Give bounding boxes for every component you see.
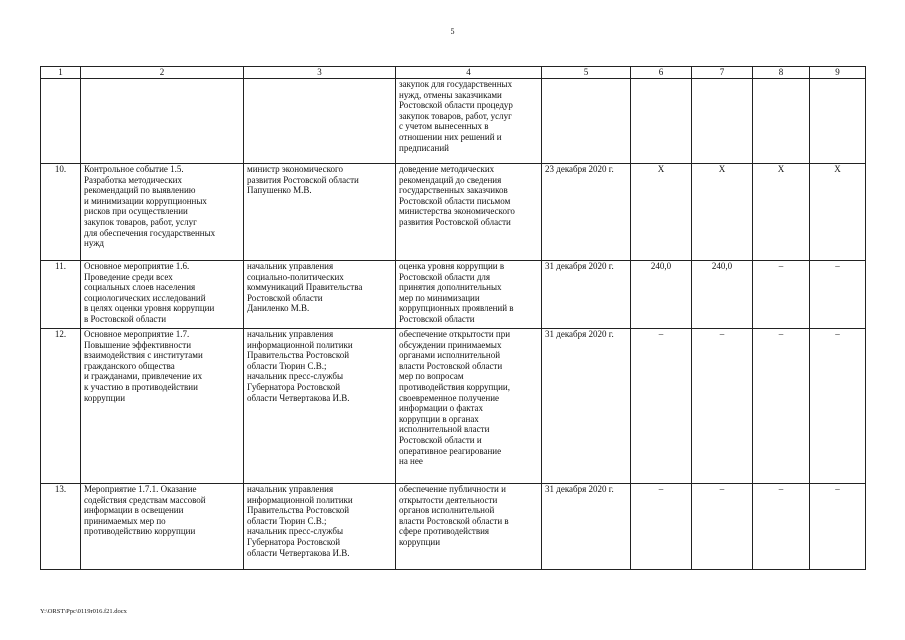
column-header: 7 (692, 67, 753, 79)
value-cell: – (631, 329, 692, 484)
column-header: 9 (810, 67, 866, 79)
value-cell: – (810, 261, 866, 329)
value-cell: X (631, 164, 692, 261)
value-cell (810, 79, 866, 164)
column-header: 6 (631, 67, 692, 79)
result-cell: оценка уровня коррупции в Ростовской области для принятия дополнительных мер по минимизации коррупционных проявлений в Ростовской области (396, 261, 542, 329)
responsible-cell: начальник управления информационной политики Правительства Ростовской области Тюрин С.В.; начальник пресс-службы Губернатора Ростовской области Четвертакова И.В. (244, 329, 396, 484)
deadline-cell: 31 декабря 2020 г. (542, 261, 631, 329)
responsible-cell: начальник управления социально-политических коммуникаций Правительства Ростовской области Даниленко М.В. (244, 261, 396, 329)
row-number (41, 79, 81, 164)
deadline-cell (542, 79, 631, 164)
row-number: 12. (41, 329, 81, 484)
event-cell: Мероприятие 1.7.1. Оказание содействия средствам массовой информации в освещении принимаемых мер по противодействию коррупции (81, 484, 244, 570)
deadline-cell: 23 декабря 2020 г. (542, 164, 631, 261)
deadline-cell: 31 декабря 2020 г. (542, 329, 631, 484)
value-cell: 240,0 (692, 261, 753, 329)
result-cell: обеспечение открытости при обсуждении принимаемых органами исполнительной власти Ростовской области мер по вопросам противодействия коррупции, своевременное получение информации о фактах коррупции в органах исполнительной власти Ростовской области и оперативное реагирование на нее (396, 329, 542, 484)
responsible-cell (244, 79, 396, 164)
event-cell: Контрольное событие 1.5. Разработка методических рекомендаций по выявлению и минимизации коррупционных рисков при осуществлении закупок товаров, работ, услуг для обеспечения государственных нужд (81, 164, 244, 261)
table-row (41, 261, 866, 329)
value-cell: – (753, 329, 810, 484)
responsible-cell: начальник управления информационной политики Правительства Ростовской области Тюрин С.В.; начальник пресс-службы Губернатора Ростовской области Четвертакова И.В. (244, 484, 396, 570)
value-cell (631, 79, 692, 164)
column-header: 4 (396, 67, 542, 79)
responsible-cell: министр экономического развития Ростовской области Папушенко М.В. (244, 164, 396, 261)
value-cell: – (810, 329, 866, 484)
value-cell (753, 79, 810, 164)
result-cell: закупок для государственных нужд, отмены заказчиками Ростовской области процедур закупок товаров, работ, услуг с учетом вынесенных в отношении них решений и предписаний (396, 79, 542, 164)
page-number: 5 (450, 27, 455, 36)
value-cell (692, 79, 753, 164)
value-cell: 240,0 (631, 261, 692, 329)
row-number: 11. (41, 261, 81, 329)
table-row (41, 329, 866, 484)
column-header: 3 (244, 67, 396, 79)
value-cell: – (810, 484, 866, 570)
event-cell (81, 79, 244, 164)
table-row (41, 79, 866, 164)
value-cell: – (753, 261, 810, 329)
footer-file-path: Y:\ORST\Ppc\0119r016.f21.docx (40, 608, 127, 615)
table-row (41, 164, 866, 261)
row-number: 10. (41, 164, 81, 261)
column-header: 1 (41, 67, 81, 79)
result-cell: доведение методических рекомендаций до сведения государственных заказчиков Ростовской области письмом министерства экономического развития Ростовской области (396, 164, 542, 261)
column-header: 2 (81, 67, 244, 79)
value-cell: X (753, 164, 810, 261)
value-cell: – (692, 329, 753, 484)
value-cell: – (753, 484, 810, 570)
result-cell: обеспечение публичности и открытости деятельности органов исполнительной власти Ростовской области в сфере противодействия коррупции (396, 484, 542, 570)
event-cell: Основное мероприятие 1.7. Повышение эффективности взаимодействия с институтами гражданского общества и гражданами, привлечение их к участию в противодействии коррупции (81, 329, 244, 484)
value-cell: – (631, 484, 692, 570)
value-cell: X (810, 164, 866, 261)
column-header: 8 (753, 67, 810, 79)
event-cell: Основное мероприятие 1.6. Проведение среди всех социальных слоев населения социологических исследований в целях оценки уровня коррупции в Ростовской области (81, 261, 244, 329)
row-number: 13. (41, 484, 81, 570)
value-cell: – (692, 484, 753, 570)
value-cell: X (692, 164, 753, 261)
table-row (41, 484, 866, 570)
column-header: 5 (542, 67, 631, 79)
action-plan-table (40, 66, 866, 570)
deadline-cell: 31 декабря 2020 г. (542, 484, 631, 570)
header-row (41, 67, 866, 79)
